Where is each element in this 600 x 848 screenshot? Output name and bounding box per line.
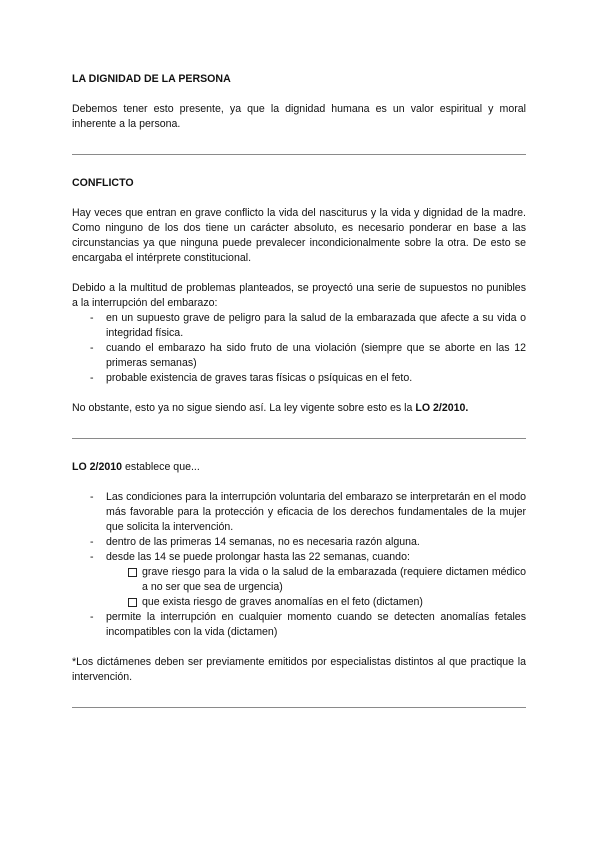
list-item <box>72 341 526 371</box>
dash-bullet: - <box>90 312 94 324</box>
ley-vigente-text: No obstante, esto ya no sigue siendo así. La ley vigente sobre esto es la <box>72 402 413 414</box>
list-item-text: probable existencia de graves taras físicas o psíquicas en el feto. <box>106 372 413 384</box>
list-item-text: desde las 14 se puede prolongar hasta las 22 semanas, cuando: <box>106 551 410 563</box>
list-item <box>72 610 526 640</box>
dignidad-paragraph: Debemos tener esto presente, ya que la dignidad humana es un valor espiritual y moral inherente a la persona. <box>72 103 526 130</box>
supuestos-list <box>72 311 526 386</box>
ley-vigente-paragraph <box>72 401 526 416</box>
dash-bullet: - <box>90 551 94 563</box>
checkbox-bullet-icon <box>128 598 137 607</box>
list-item <box>72 311 526 341</box>
sub-list-item <box>72 565 526 595</box>
lo-list <box>72 490 526 565</box>
list-item-text: en un supuesto grave de peligro para la salud de la embarazada que afecte a su vida o integridad física. <box>106 312 526 339</box>
conflicto-paragraph: Hay veces que entran en grave conflicto la vida del nasciturus y la vida y dignidad de la madre. Como ninguno de los dos tiene un carácter absoluto, es necesario ponderar en base a las circunstancias ya que ninguna puede prevalecer incondicionalmente sobre la otra. De esto se encargaba el intérprete constitucional. <box>72 207 526 264</box>
lo-intro-text: establece que... <box>122 461 200 473</box>
sub-list-item-text: que exista riesgo de graves anomalías en el feto (dictamen) <box>142 596 423 608</box>
dictamenes-note: *Los dictámenes deben ser previamente emitidos por especialistas distintos al que practique la intervención. <box>72 656 526 683</box>
checkbox-bullet-icon <box>128 568 137 577</box>
list-item <box>72 490 526 535</box>
sub-list-item <box>72 595 526 610</box>
dash-bullet: - <box>90 342 94 354</box>
supuestos-paragraph: Debido a la multitud de problemas planteados, se proyectó una serie de supuestos no punibles a la interrupción del embarazo: <box>72 282 526 309</box>
dash-bullet: - <box>90 372 94 384</box>
list-item <box>72 535 526 550</box>
sub-list <box>72 565 526 610</box>
dash-bullet: - <box>90 491 94 503</box>
list-item <box>72 550 526 565</box>
section-title-dignidad: LA DIGNIDAD DE LA PERSONA <box>72 73 231 85</box>
dash-bullet: - <box>90 536 94 548</box>
list-item-text: permite la interrupción en cualquier momento cuando se detecten anomalías fetales incompatibles con la vida (dictamen) <box>106 611 526 638</box>
sub-list-item-text: grave riesgo para la vida o la salud de la embarazada (requiere dictamen médico a no ser que sea de urgencia) <box>142 566 526 593</box>
lo-list-end <box>72 610 526 640</box>
section-title-conflicto: CONFLICTO <box>72 177 134 189</box>
document-page <box>72 72 526 708</box>
list-item-text: cuando el embarazo ha sido fruto de una violación (siempre que se aborte en las 12 primeras semanas) <box>106 342 526 369</box>
ley-vigente-law: LO 2/2010. <box>415 402 469 414</box>
lo-intro-law: LO 2/2010 <box>72 461 123 473</box>
list-item-text: Las condiciones para la interrupción voluntaria del embarazo se interpretarán en el modo más favorable para la protección y eficacia de los derechos fundamentales de la mujer que solicita la intervención. <box>106 491 526 533</box>
list-item-text: dentro de las primeras 14 semanas, no es necesaria razón alguna. <box>106 536 420 548</box>
list-item <box>72 371 526 386</box>
dash-bullet: - <box>90 611 94 623</box>
section-divider <box>72 707 526 708</box>
lo-intro <box>72 460 526 475</box>
